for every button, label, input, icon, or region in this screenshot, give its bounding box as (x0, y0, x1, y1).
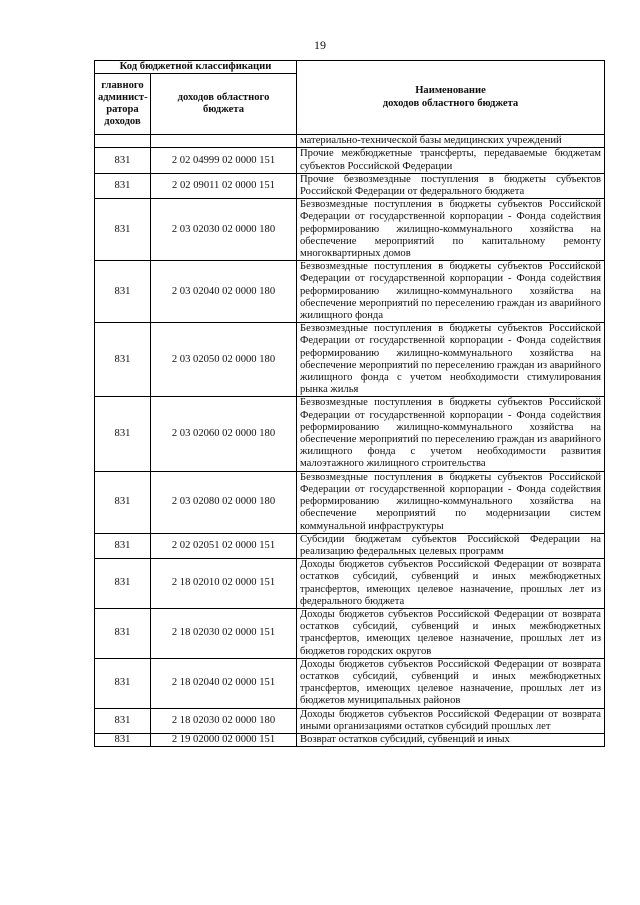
income-code-cell: 2 03 02080 02 0000 180 (151, 471, 297, 533)
table-row (95, 471, 605, 533)
admin-code-cell (95, 135, 151, 148)
income-description-cell: Субсидии бюджетам субъектов Российской Федерации на реализацию федеральных целевых программ (297, 533, 605, 558)
header-budget-code-group: Код бюджетной классификации (95, 61, 297, 74)
income-description-cell: Доходы бюджетов субъектов Российской Федерации от возврата остатков субсидий, субвенций и иных межбюджетных трансфертов, имеющих целевое назначение, прошлых лет из федерального бюджета (297, 559, 605, 609)
income-description-cell: Прочие межбюджетные трансферты, передаваемые бюджетам субъектов Российской Федерации (297, 148, 605, 173)
table-row (95, 135, 605, 148)
income-description-cell: Доходы бюджетов субъектов Российской Федерации от возврата иными организациями остатков субсидий прошлых лет (297, 708, 605, 733)
admin-code-cell: 831 (95, 559, 151, 609)
table-row (95, 173, 605, 198)
income-code-cell: 2 02 09011 02 0000 151 (151, 173, 297, 198)
header-regional-income (151, 74, 297, 135)
income-description-cell: Доходы бюджетов субъектов Российской Федерации от возврата остатков субсидий, субвенций и иных межбюджетных трансфертов, имеющих целевое назначение, прошлых лет из бюджетов муниципальных районов (297, 658, 605, 708)
income-description-cell: Безвозмездные поступления в бюджеты субъектов Российской Федерации от государственной корпорации - Фонда содействия реформированию жилищно-коммунального хозяйства на обеспечение мероприятий по переселению граждан из аварийного жилищного фонда с учетом необходимости развития малоэтажного жилищного строительства (297, 397, 605, 471)
table-row (95, 658, 605, 708)
income-description-cell: Доходы бюджетов субъектов Российской Федерации от возврата остатков субсидий, субвенций и иных межбюджетных трансфертов, имеющих целевое назначение, прошлых лет из бюджетов городских округов (297, 608, 605, 658)
header-admin-line3: ратора (106, 104, 139, 116)
income-code-cell: 2 03 02060 02 0000 180 (151, 397, 297, 471)
table-row (95, 733, 605, 746)
income-code-cell: 2 19 02000 02 0000 151 (151, 733, 297, 746)
budget-classification-table (94, 60, 605, 747)
header-admin-line4: доходов (104, 116, 141, 128)
income-description-cell: Безвозмездные поступления в бюджеты субъектов Российской Федерации от государственной корпорации - Фонда содействия реформированию жилищно-коммунального хозяйства на обеспечение мероприятий по переселению граждан из аварийного жилищного фонда с учетом необходимости стимулирования рынка жилья (297, 323, 605, 397)
income-code-cell: 2 18 02030 02 0000 151 (151, 608, 297, 658)
admin-code-cell: 831 (95, 397, 151, 471)
income-code-cell: 2 03 02040 02 0000 180 (151, 261, 297, 323)
income-code-cell: 2 18 02010 02 0000 151 (151, 559, 297, 609)
income-description-cell: Безвозмездные поступления в бюджеты субъектов Российской Федерации от государственной корпорации - Фонда содействия реформированию жилищно-коммунального хозяйства на обеспечение мероприятий по переселению граждан из аварийного жилищного фонда (297, 261, 605, 323)
header-income-name (297, 61, 605, 135)
income-code-cell: 2 02 04999 02 0000 151 (151, 148, 297, 173)
admin-code-cell: 831 (95, 471, 151, 533)
header-income-name-line2: доходов областного бюджета (382, 97, 519, 109)
income-code-cell: 2 03 02030 02 0000 180 (151, 199, 297, 261)
table-row (95, 397, 605, 471)
table-row (95, 608, 605, 658)
admin-code-cell: 831 (95, 173, 151, 198)
income-code-cell (151, 135, 297, 148)
table-row (95, 199, 605, 261)
table-row (95, 261, 605, 323)
income-code-cell: 2 02 02051 02 0000 151 (151, 533, 297, 558)
header-administrator (95, 74, 151, 135)
income-description-cell: Прочие безвозмездные поступления в бюджеты субъектов Российской Федерации от федерального бюджета (297, 173, 605, 198)
income-description-cell: Безвозмездные поступления в бюджеты субъектов Российской Федерации от государственной корпорации - Фонда содействия реформированию жилищно-коммунального хозяйства на обеспечение мероприятий по модернизации систем коммунальной инфраструктуры (297, 471, 605, 533)
admin-code-cell: 831 (95, 658, 151, 708)
admin-code-cell: 831 (95, 261, 151, 323)
income-description-cell: Безвозмездные поступления в бюджеты субъектов Российской Федерации от государственной корпорации - Фонда содействия реформированию жилищно-коммунального хозяйства на обеспечение мероприятий по капитальному ремонту многоквартирных домов (297, 199, 605, 261)
admin-code-cell: 831 (95, 608, 151, 658)
admin-code-cell: 831 (95, 199, 151, 261)
table-row (95, 323, 605, 397)
income-code-cell: 2 18 02030 02 0000 180 (151, 708, 297, 733)
table-row (95, 533, 605, 558)
income-description-cell: материально-технической базы медицинских учреждений (297, 135, 605, 148)
header-admin-line1: главного (101, 79, 144, 91)
table-row (95, 148, 605, 173)
income-code-cell: 2 18 02040 02 0000 151 (151, 658, 297, 708)
header-income-line1: доходов областного (177, 92, 270, 103)
admin-code-cell: 831 (95, 533, 151, 558)
table-row (95, 559, 605, 609)
income-description-cell: Возврат остатков субсидий, субвенций и иных (297, 733, 605, 746)
income-code-cell: 2 03 02050 02 0000 180 (151, 323, 297, 397)
page-number: 19 (314, 38, 326, 52)
header-income-line2: бюджета (202, 104, 245, 116)
header-admin-line2: админист- (98, 92, 148, 103)
header-income-name-line1: Наименование (415, 85, 486, 97)
admin-code-cell: 831 (95, 733, 151, 746)
admin-code-cell: 831 (95, 148, 151, 173)
table-row (95, 708, 605, 733)
admin-code-cell: 831 (95, 323, 151, 397)
admin-code-cell: 831 (95, 708, 151, 733)
